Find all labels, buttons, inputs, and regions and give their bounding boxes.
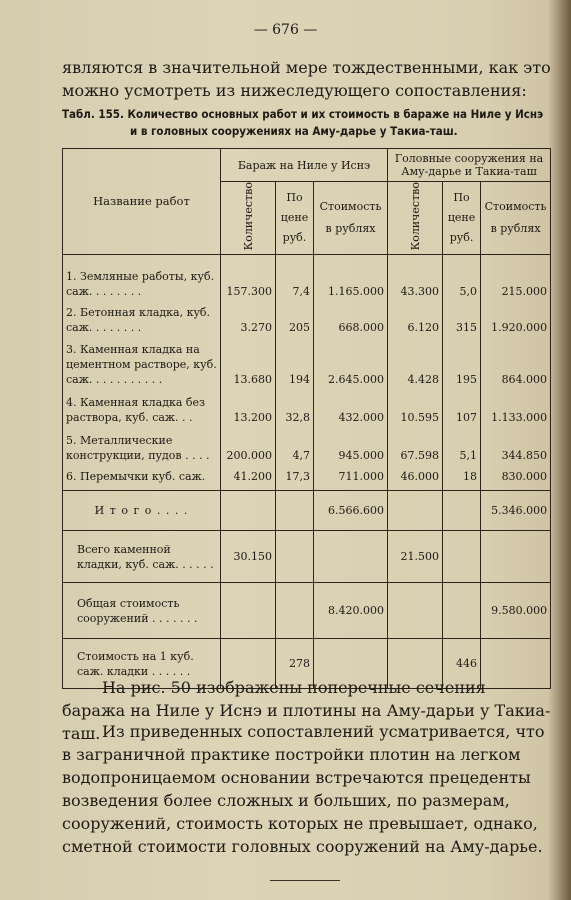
header-cost-1: Стоимость в рублях — [314, 182, 388, 255]
header-name: Название работ — [63, 149, 221, 255]
conclusion-paragraph: Из приведенных сопоставлений усматривается, что в заграничной практике постройки плотин на легком водопроницаемом основании встречаются прецеденты возведения более сложных и больших, по размерам, сооружений, стоимость которых не превышает, однако, сметной стоимости головных сооружений на Аму-дарье. — [62, 722, 545, 856]
caption-line-1: Табл. 155. Количество основных работ и их стоимость в бараже на Ниле у Иснэ — [62, 107, 544, 121]
masonry-total-row: Всего каменной кладки, куб. саж. . . . . . 30.150 21.500 — [63, 531, 551, 583]
end-rule — [270, 880, 340, 881]
table-caption — [62, 106, 557, 140]
figure-reference-paragraph: На рис. 50 изображены поперечные сечения баража на Ниле у Иснэ и плотины на Аму-дарьи у Такиа-таш. — [62, 678, 551, 743]
intro-paragraph: являются в значительной мере тождественными, как это можно усмотреть из нижеследующего сопоставления: — [62, 58, 551, 100]
table-row: 2. Бетонная кладка, куб. саж. . . . . . . . 3.270 205 668.000 6.120 315 1.920.000 — [63, 299, 551, 335]
overall-cost-row: Общая стоимость сооружений . . . . . . . 8.420.000 9.580.000 — [63, 583, 551, 639]
header-price-1: По цене руб. — [276, 182, 314, 255]
header-cost-2: Стоимость в рублях — [481, 182, 551, 255]
header-group-isna: Бараж на Ниле у Иснэ — [221, 149, 388, 182]
table-row: 1. Земляные работы, куб. саж. . . . . . . . 157.300 7,4 1.165.000 43.300 5,0 215.000 — [63, 255, 551, 299]
caption-line-2: и в головных сооружениях на Аму-дарье у Такиа-таш. — [130, 124, 458, 138]
table-row: 4. Каменная кладка без раствора, куб. саж. . . 13.200 32,8 432.000 10.595 107 1.133.000 — [63, 387, 551, 425]
table-row: 6. Перемычки куб. саж. 41.200 17,3 711.000 46.000 18 830.000 — [63, 463, 551, 491]
total-row: И т о г о . . . . 6.566.600 5.346.000 — [63, 491, 551, 531]
works-cost-table — [62, 148, 551, 689]
header-qty-2: Количество — [388, 182, 443, 255]
header-price-2: По цене руб. — [443, 182, 481, 255]
table-row: 5. Металлические конструкции, пудов . . . . 200.000 4,7 945.000 67.598 5,1 344.850 — [63, 425, 551, 463]
table-row: 3. Каменная кладка на цементном растворе, куб. саж. . . . . . . . . . . 13.680 194 2.645.000 4.428 195 864.000 — [63, 335, 551, 387]
page-number: — 676 — — [253, 22, 318, 38]
unit-cost-row: Стоимость на 1 куб. саж. кладки . . . . . . 278 446 — [63, 639, 551, 689]
header-qty-1: Количество — [221, 182, 276, 255]
header-group-takiatash: Головные сооружения на Аму-дарье и Такиа-таш — [388, 149, 551, 182]
